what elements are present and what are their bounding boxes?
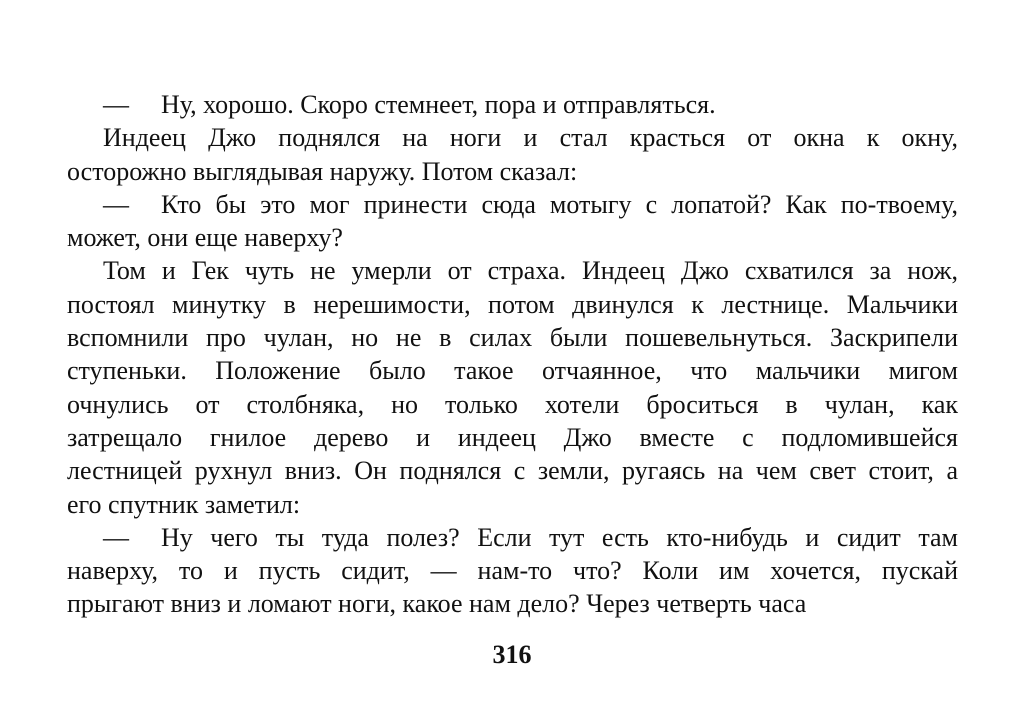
line-text: Ну чего ты туда полез? Если тут есть кто-нибудь и сидит там [161,522,958,552]
paragraph-line [67,354,958,387]
em-dash: — [103,522,129,552]
paragraph-line [67,388,958,421]
line-text: может, они еще наверху? [67,223,343,253]
em-dash: — [103,90,129,119]
paragraph-line [67,587,958,620]
line-text: Ну, хорошо. Скоро стемнеет, пора и отправляться. [161,90,716,119]
line-text: ступеньки. Положение было такое отчаянное, что мальчики мигом [67,356,958,386]
paragraph-line [67,254,958,287]
dialogue-line [67,88,958,121]
page-text [67,88,958,648]
paragraph-line [67,554,958,587]
paragraph-line [67,454,958,487]
line-text: лестницей рухнул вниз. Он поднялся с земли, ругаясь на чем свет стоит, а [67,456,958,486]
line-text: Том и Гек чуть не умерли от страха. Индеец Джо схватился за нож, [103,256,958,286]
page-number: 316 [492,640,532,669]
dialogue-line [67,188,958,221]
line-text: постоял минутку в нерешимости, потом двинулся к лестнице. Мальчики [67,289,958,319]
paragraph-line [67,421,958,454]
em-dash: — [103,189,129,219]
line-text: вспомнили про чулан, но не в силах были пошевельнуться. Заскрипели [67,323,958,353]
line-text: Кто бы это мог принести сюда мотыгу с лопатой? Как по-твоему, [161,189,958,219]
line-text: наверху, то и пусть сидит, — нам-то что? Коли им хочется, пускай [67,556,958,586]
line-text: очнулись от столбняка, но только хотели броситься в чулан, как [67,389,958,419]
dialogue-line [67,521,958,554]
line-text: Индеец Джо поднялся на ноги и стал красться от окна к окну, [103,123,958,153]
line-text: его спутник заметил: [67,489,301,519]
paragraph-line [67,288,958,321]
paragraph-line [67,321,958,354]
paragraph-line [67,121,958,154]
line-text: осторожно выглядывая наружу. Потом сказал: [67,156,578,186]
paragraph-line [67,488,958,521]
paragraph-line [67,155,958,188]
line-text: прыгают вниз и ломают ноги, какое нам дело? Через четверть часа [67,589,807,619]
paragraph-line [67,221,958,254]
line-text: затрещало гнилое дерево и индеец Джо вместе с подломившейся [67,422,958,452]
